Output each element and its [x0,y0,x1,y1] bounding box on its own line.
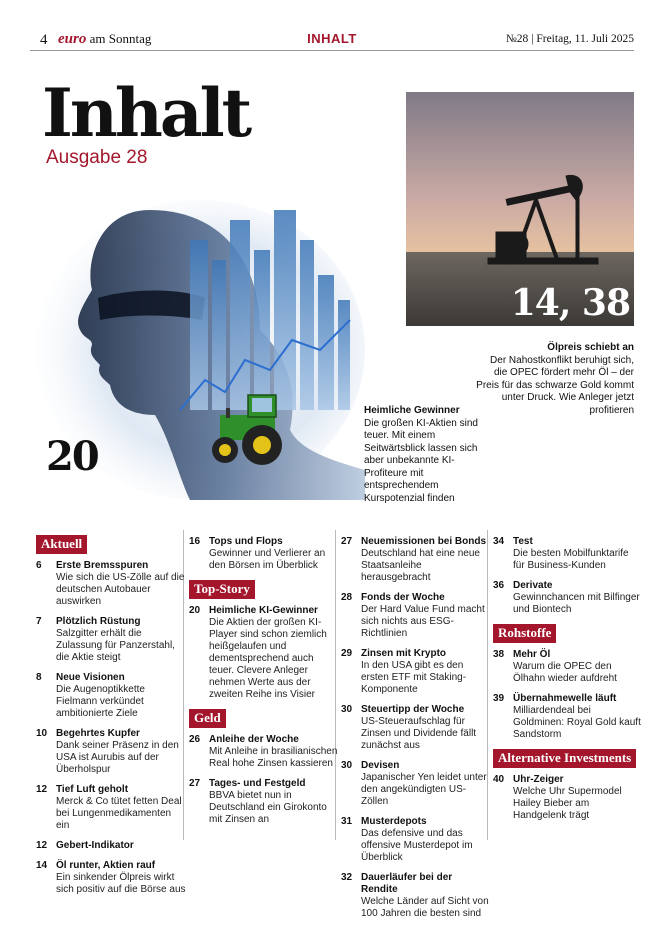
toc-entry-title: Tops und Flops [209,536,283,547]
toc-entry-title: Tages- und Festgeld [209,778,306,789]
oil-caption [474,342,634,417]
section-header-alternative: Alternative Investments [493,749,636,768]
toc-page-number: 12 [36,784,48,795]
toc-page-number: 10 [36,728,48,739]
toc-entry[interactable] [341,648,491,696]
toc-entry-heading [36,784,186,796]
toc-entry-title: Zinsen mit Krypto [361,648,447,659]
toc-entry-description: Die Aktien der großen KI-Player sind schon ziemlich heißgelaufen und dementsprechend auch teuer. Clevere Anleger nehmen Werte aus der zweiten Reihe ins Visier [209,617,327,700]
toc-entry-description: Gewinnchancen mit Bilfinger und Biontech [513,592,640,615]
toc-entry-heading [341,536,491,548]
toc-entry[interactable] [341,760,491,808]
toc-page-number: 32 [341,872,353,883]
toc-page-number: 20 [189,605,201,616]
toc-page-number: 30 [341,760,353,771]
toc-column-3 [341,536,491,928]
toc-entry-title: Begehrtes Kupfer [56,728,140,739]
toc-page-number: 27 [341,536,353,547]
toc-entry-description: Japanischer Yen leidet unter den angekündigten US-Zöllen [361,772,487,807]
toc-entry-heading [493,693,643,705]
toc-page-number: 38 [493,649,505,660]
toc-entry-description: Dank seiner Präsenz in den USA ist Aurubis auf der Überholspur [56,740,179,775]
hero-page-ref: 20 [46,433,98,480]
toc-page-number: 40 [493,774,505,785]
toc-entry[interactable] [36,728,186,776]
toc-entry-title: Uhr-Zeiger [513,774,564,785]
toc-entry-heading [341,704,491,716]
toc-entry-heading [36,672,186,684]
toc-page-number: 36 [493,580,505,591]
toc-entry-heading [341,760,491,772]
toc-entry-title: Heimliche KI-Gewinner [209,605,318,616]
toc-column-4 [493,536,643,830]
toc-entry-title: Fonds der Woche [361,592,445,603]
toc-page-number: 26 [189,734,201,745]
issue-subtitle: Ausgabe 28 [46,147,148,168]
toc-entry-description: Warum die OPEC den Ölhahn wieder aufdreht [513,661,617,684]
section-label: INHALT [307,31,357,46]
toc-entry-heading [341,872,491,896]
toc-entry[interactable] [189,605,339,701]
toc-entry-description: Die Augenoptikkette Fielmann verkündet ambitionierte Ziele [56,684,145,719]
toc-entry[interactable] [493,580,643,616]
toc-entry-description: Deutschland hat eine neue Staatsanleihe herausgebracht [361,548,480,583]
toc-entry-description: Wie sich die US-Zölle auf die deutschen Autobauer auswirken [56,572,185,607]
logo-mark: euro [58,31,87,47]
page-number: 4 [40,32,48,48]
section-header-geld: Geld [189,709,226,728]
toc-page-number: 31 [341,816,353,827]
logo-text: am Sonntag [89,31,152,46]
toc-entry-description: Milliardendeal bei Goldminen: Royal Gold kauft Sandstorm [513,705,641,740]
toc-entry[interactable] [189,536,339,572]
toc-entry[interactable] [36,860,186,896]
toc-entry-description: BBVA bietet nun in Deutschland ein Girokonto mit Zinsen an [209,790,327,825]
section-header-topstory: Top-Story [189,580,255,599]
oil-caption-title: Ölpreis schiebt an [547,342,634,353]
section-header-aktuell: Aktuell [36,535,87,554]
toc-entry-title: Derivate [513,580,553,591]
toc-entry-heading [189,778,339,790]
toc-page-number: 16 [189,536,201,547]
oil-caption-text: Der Nahostkonflikt beruhigt sich, die OPEC fördert mehr Öl – der Preis für das schwarze Gold kommt unter Druck. Wie Anleger jetzt profitieren [476,354,634,416]
toc-entry[interactable] [36,784,186,832]
toc-entry-heading [36,840,186,852]
toc-page-number: 6 [36,560,42,571]
toc-entry-title: Plötzlich Rüstung [56,616,141,627]
toc-page-number: 39 [493,693,505,704]
page-header [30,30,634,50]
toc-entry-heading [36,860,186,872]
hero-caption [364,405,484,505]
toc-entry-description: Die besten Mobilfunktarife für Business-Kunden [513,548,629,571]
toc-entry[interactable] [341,816,491,864]
toc-entry-description: Merck & Co tütet fetten Deal bei Lungenmedikamenten ein [56,796,182,831]
toc-entry-description: Gewinner und Verlierer an den Börsen im Überblick [209,548,326,571]
toc-entry-heading [189,734,339,746]
toc-entry-title: Erste Bremsspuren [56,560,149,571]
toc-entry-title: Tief Luft geholt [56,784,129,795]
toc-entry[interactable] [189,778,339,826]
toc-entry[interactable] [341,704,491,752]
toc-page-number: 27 [189,778,201,789]
toc-column-1 [36,535,186,904]
toc-entry-title: Neue Visionen [56,672,125,683]
toc-page-number: 34 [493,536,505,547]
toc-entry-description: Welche Länder auf Sicht von 100 Jahren die besten sind [361,896,489,919]
header-divider [30,50,634,51]
toc-entry[interactable] [493,536,643,572]
toc-entry[interactable] [341,592,491,640]
toc-entry-heading [493,536,643,548]
toc-entry-heading [341,816,491,828]
toc-entry-description: Mit Anleihe in brasilianischen Real hohe Zinsen kassieren [209,746,338,769]
issue-info: №28 | Freitag, 11. Juli 2025 [505,33,634,45]
toc-entry-title: Öl runter, Aktien rauf [56,860,156,871]
toc-entry-title: Mehr Öl [513,649,551,660]
toc-page-number: 12 [36,840,48,851]
toc-column-2 [189,536,339,834]
oil-page-ref: 14, 38 [510,282,630,324]
toc-entry-description: Welche Uhr Supermodel Hailey Bieber am Handgelenk trägt [513,786,622,821]
toc-entry-description: Ein sinkender Ölpreis wirkt sich positiv auf die Börse aus [56,872,186,895]
toc-entry-description: Salzgitter erhält die Zulassung für Panzerstahl, die Aktie steigt [56,628,175,663]
toc-entry-title: Dauerläufer bei der Rendite [361,872,453,895]
toc-entry[interactable] [493,693,643,741]
toc-entry[interactable] [36,616,186,664]
toc-page-number: 14 [36,860,48,871]
toc-page-number: 7 [36,616,42,627]
toc-entry-title: Übernahmewelle läuft [513,693,617,704]
toc-entry-heading [36,560,186,572]
toc-page-number: 29 [341,648,353,659]
toc-entry-description: Das defensive und das offensive Musterdepot im Überblick [361,828,473,863]
toc-entry-title: Steuertipp der Woche [361,704,465,715]
toc-entry-title: Test [513,536,533,547]
section-header-rohstoffe: Rohstoffe [493,624,556,643]
toc-entry[interactable] [341,872,491,920]
toc-entry-description: US-Steueraufschlag für Zinsen und Dividende fällt zunächst aus [361,716,477,751]
hero-caption-text: Die großen KI-Aktien sind teuer. Mit einem Seitwärtsblick lassen sich aber unbekannte KI-Profiteure mit entsprechendem Kurspotenzial finden [364,417,478,504]
toc-entry[interactable] [493,649,643,685]
toc-entry-title: Gebert-Indikator [56,840,134,851]
toc-entry-heading [493,649,643,661]
toc-entry[interactable] [36,840,186,852]
hero-caption-title: Heimliche Gewinner [364,405,460,416]
toc-entry[interactable] [36,560,186,608]
toc-entry[interactable] [341,536,491,584]
toc-entry-heading [36,728,186,740]
toc-entry[interactable] [493,774,643,822]
toc-entry-title: Musterdepots [361,816,427,827]
toc-entry-heading [493,774,643,786]
page-title: Inhalt [42,74,250,152]
toc-entry[interactable] [36,672,186,720]
toc-entry-title: Devisen [361,760,400,771]
toc-entry-description: Der Hard Value Fund macht sich nichts aus ESG-Richtlinien [361,604,485,639]
toc-entry-heading [341,648,491,660]
toc-page-number: 28 [341,592,353,603]
toc-entry-heading [189,605,339,617]
toc-entry-heading [36,616,186,628]
toc-page-number: 30 [341,704,353,715]
toc-entry-heading [341,592,491,604]
toc-entry-heading [189,536,339,548]
toc-page-number: 8 [36,672,42,683]
toc-entry-title: Anleihe der Woche [209,734,299,745]
toc-entry-title: Neuemissionen bei Bonds [361,536,487,547]
toc-entry-heading [493,580,643,592]
toc-entry-description: In den USA gibt es den ersten ETF mit Staking-Komponente [361,660,467,695]
toc-entry[interactable] [189,734,339,770]
